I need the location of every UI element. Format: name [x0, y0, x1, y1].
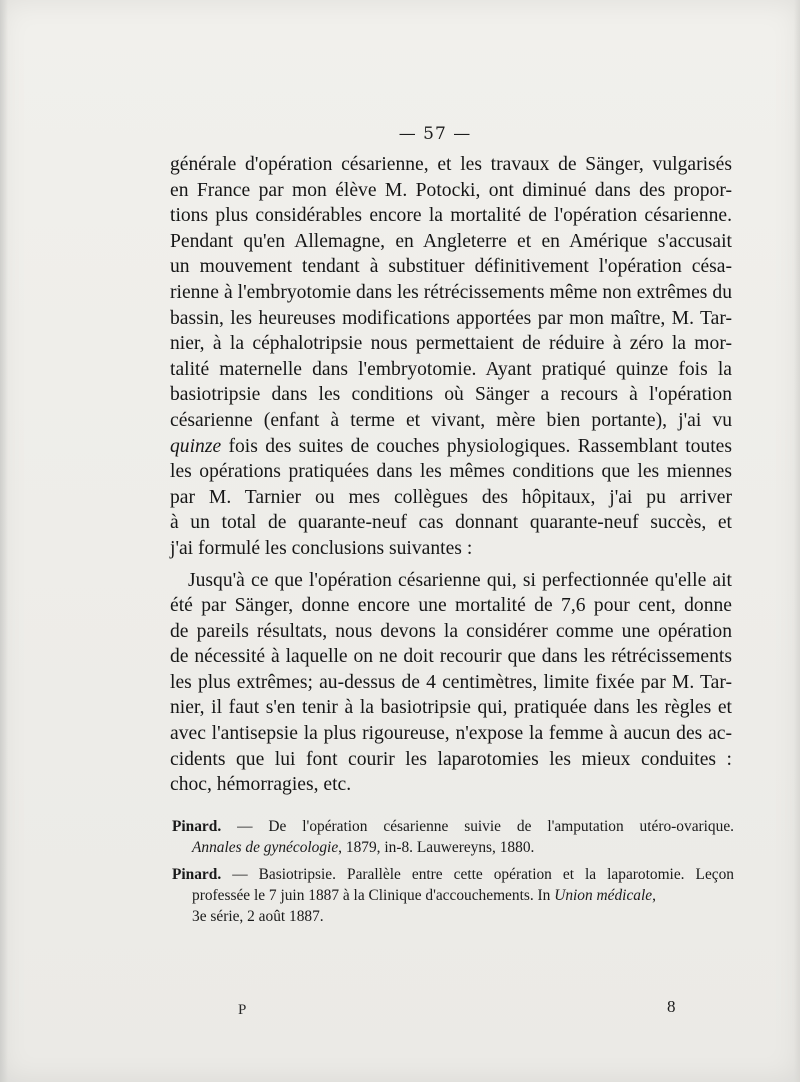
reference-journal: Union médicale	[554, 887, 653, 904]
text-line: générale d'opération césarienne, et les travaux de Sänger, vulgarisés	[170, 154, 732, 175]
text-line: les plus extrêmes; au-dessus de 4 centimètres, limite fixée par M. Tar-	[170, 671, 732, 693]
italic-word: quinze	[170, 435, 222, 457]
text-line: cidents que lui font courir les laparotomies les mieux conduites :	[170, 748, 732, 770]
reference-text: , 1879, in-8. Lauwereyns, 1880.	[338, 839, 535, 856]
page-edge-right	[794, 0, 800, 1082]
reference-line: 3e série, 2 août 1887.	[192, 908, 324, 925]
reference-entry	[172, 864, 734, 927]
reference-line	[172, 864, 734, 885]
text-line: avec l'antisepsie la plus rigoureuse, n'expose la femme à aucun des ac-	[170, 723, 732, 745]
text-line: césarienne (enfant à terme et vivant, mère bien portante), j'ai vu	[170, 409, 732, 431]
text-line: par M. Tarnier ou mes collègues des hôpitaux, j'ai pu arriver	[170, 486, 732, 508]
text-line: Jusqu'à ce que l'opération césarienne qui, si perfectionnée qu'elle ait	[188, 569, 732, 591]
page-edge-left	[0, 0, 8, 1082]
text-line: basiotripsie dans les conditions où Sänger a recours à l'opération	[170, 384, 732, 406]
text-fragment: fois des suites de couches physiologiques. Rassemblant toutes	[221, 435, 732, 457]
text-line: j'ai formulé les conclusions suivantes :	[170, 537, 473, 559]
text-line: nier, il faut s'en tenir à la basiotripsie qui, pratiquée dans les règles et	[170, 697, 732, 719]
text-line: les opérations pratiquées dans les mêmes conditions que les miennes	[170, 461, 732, 483]
text-line: talité maternelle dans l'embryotomie. Ayant pratiqué quinze fois la	[170, 358, 732, 380]
text-line: de nécessité à laquelle on ne doit recourir que dans les rétrécissements	[170, 646, 732, 668]
text-line: été par Sänger, donne encore une mortalité de 7,6 pour cent, donne	[170, 595, 732, 617]
text-line: un mouvement tendant à substituer définitivement l'opération césa-	[170, 256, 732, 278]
printer-signature: P	[238, 1002, 247, 1018]
text-line: tions plus considérables encore la mortalité de l'opération césarienne.	[170, 205, 732, 227]
reference-text: ,	[652, 887, 656, 904]
text-line: de pareils résultats, nous devons la considérer comme une opération	[170, 620, 732, 642]
reference-journal: Annales de gynécologie	[192, 839, 339, 856]
text-line: choc, hémorragies, etc.	[170, 774, 352, 796]
text-line: bassin, les heureuses modifications apportées par mon maître, M. Tar-	[170, 307, 732, 329]
text-line: en France par mon élève M. Potocki, ont diminué dans des propor-	[170, 179, 732, 201]
reference-line	[172, 816, 734, 837]
reference-line	[172, 837, 734, 858]
text-line-italic	[170, 434, 732, 460]
page-number: — 57 —	[398, 124, 472, 144]
reference-author: Pinard.	[172, 866, 222, 883]
reference-line	[172, 885, 734, 906]
gathering-signature: 8	[667, 997, 676, 1016]
text-line: rienne à l'embryotomie dans les rétrécissements même non extrêmes du	[170, 281, 732, 303]
main-text	[170, 152, 732, 798]
text-line: nier, à la céphalotripsie nous permettaient de réduire à zéro la mor-	[170, 333, 732, 355]
text-line: Pendant qu'en Allemagne, en Angleterre et en Amérique s'accusait	[170, 230, 732, 252]
reference-text: — Basiotripsie. Parallèle entre cette opération et la laparotomie. Leçon	[221, 866, 734, 883]
reference-text: — De l'opération césarienne suivie de l'amputation utéro-ovarique.	[221, 818, 734, 835]
references	[172, 816, 734, 933]
text-line: à un total de quarante-neuf cas donnant quarante-neuf succès, et	[170, 512, 732, 534]
reference-author: Pinard.	[172, 818, 222, 835]
reference-entry	[172, 816, 734, 858]
reference-text: professée le 7 juin 1887 à la Clinique d'accouchements. In	[192, 887, 555, 904]
